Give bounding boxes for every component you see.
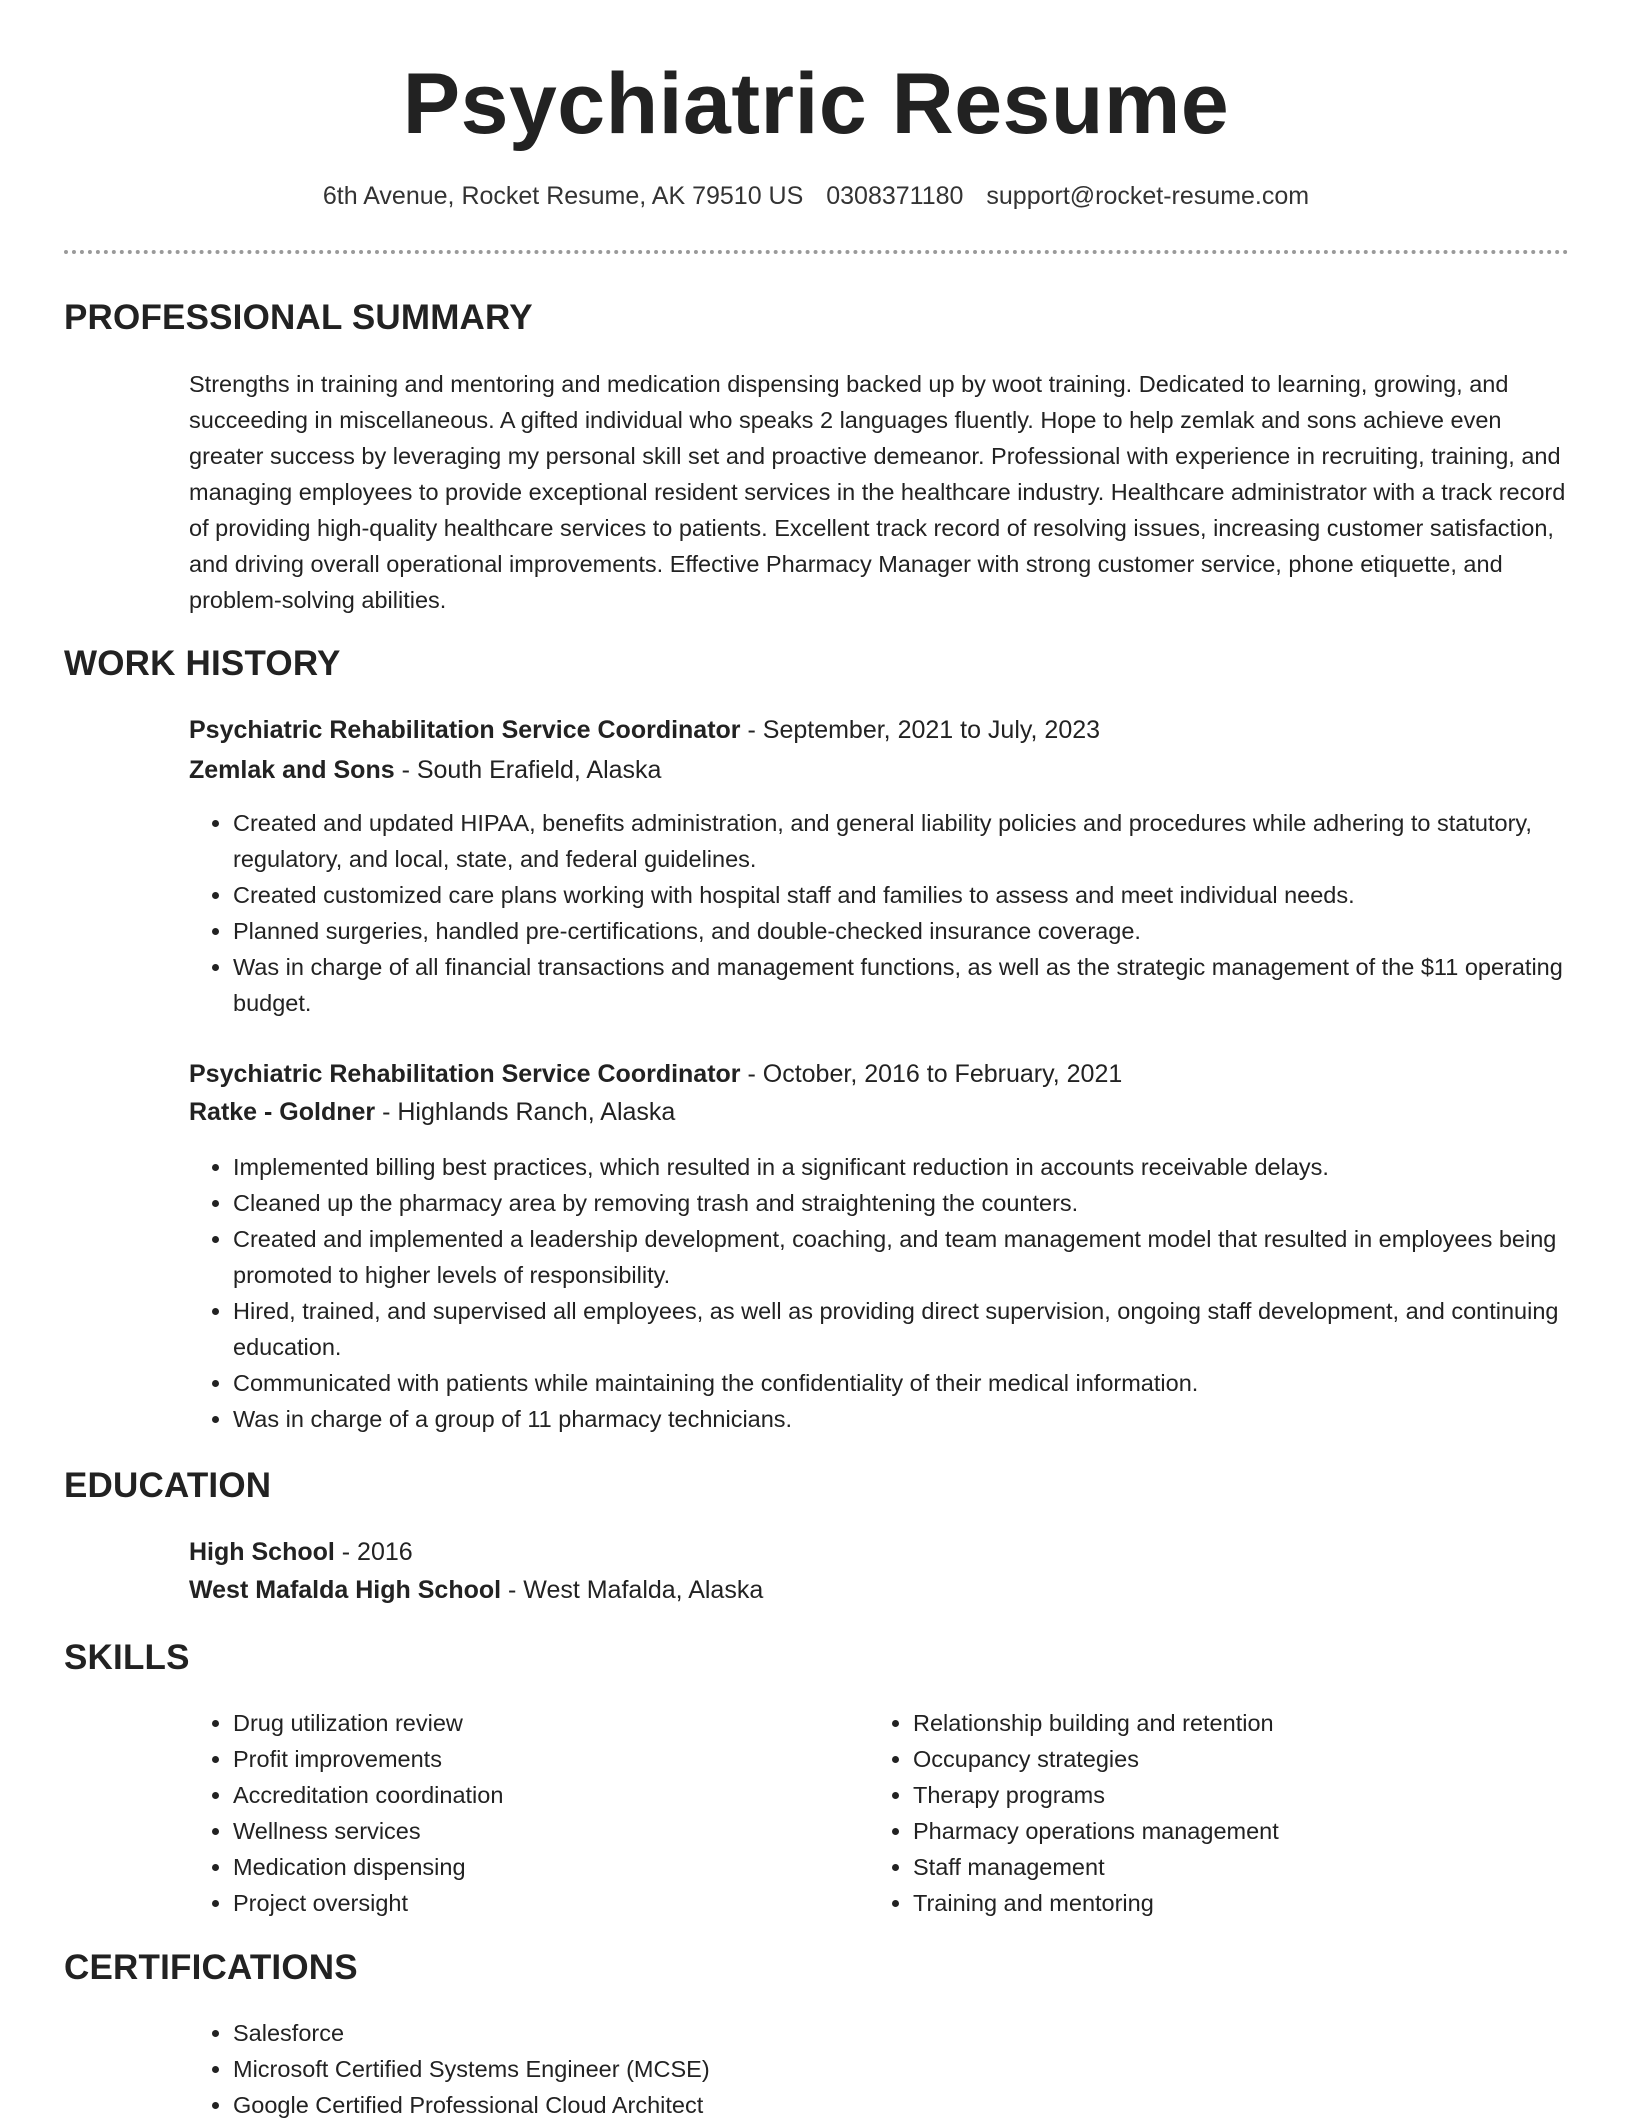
education-year: - 2016 [334,1538,413,1566]
list-item: • Created and updated HIPAA, benefits administration, and general liability policies and procedures while adhering to statutory, regulatory, and local, state, and federal guidelines. [233,805,1613,877]
contact-email: support@rocket-resume.com [986,182,1310,210]
job-1-company-line [189,753,661,787]
job-2-company-line [189,1095,675,1129]
job-2-location: - Highlands Ranch, Alaska [375,1098,676,1126]
skill-item: • Drug utilization review [233,1705,853,1741]
list-item: • Created and implemented a leadership development, coaching, and team management model that resulted in employees being promoted to higher levels of responsibility. [233,1221,1613,1293]
skill-item: • Accreditation coordination [233,1777,853,1813]
education-location: - West Mafalda, Alaska [501,1576,764,1604]
skills-left-column [189,1705,853,1921]
job-2-dates: - October, 2016 to February, 2021 [740,1060,1123,1088]
job-2-bullets [189,1149,1613,1437]
skill-item: • Pharmacy operations management [913,1813,1593,1849]
skill-item: • Staff management [913,1849,1593,1885]
education-school: West Mafalda High School [189,1576,502,1604]
skill-item: • Relationship building and retention [913,1705,1593,1741]
list-item: • Cleaned up the pharmacy area by removing trash and straightening the counters. [233,1185,1613,1221]
job-1-bullets [189,805,1613,1021]
skill-item: • Occupancy strategies [913,1741,1593,1777]
section-title-skills: SKILLS [64,1638,190,1677]
section-title-work-history: WORK HISTORY [64,644,341,683]
list-item: • Implemented billing best practices, which resulted in a significant reduction in accounts receivable delays. [233,1149,1613,1185]
list-item: • Hired, trained, and supervised all employees, as well as providing direct supervision, ongoing staff development, and continuing education. [233,1293,1613,1365]
list-item: • Was in charge of all financial transactions and management functions, as well as the strategic management of the $11 operating budget. [233,949,1613,1021]
list-item: • Planned surgeries, handled pre-certifications, and double-checked insurance coverage. [233,913,1613,949]
certification-item: • Salesforce [233,2015,1613,2051]
job-1-role: Psychiatric Rehabilitation Service Coordinator [189,716,741,744]
job-1-title-line [189,713,1100,747]
summary-text: Strengths in training and mentoring and medication dispensing backed up by woot training. Dedicated to learning, growing, and succeeding in miscellaneous. A gifted individual who speaks 2 languages fluently. Hope to help zemlak and sons achieve even greater success by leveraging my personal skill set and proactive demeanor. Professional with experience in recruiting, training, and managing employees to provide exceptional resident services in the healthcare industry. Healthcare administrator with a track record of providing high-quality healthcare services to patients. Excellent track record of resolving issues, increasing customer satisfaction, and driving overall operational improvements. Effective Pharmacy Manager with strong customer service, phone etiquette, and problem-solving abilities. [189,371,1566,613]
certification-item: • Google Certified Professional Cloud Architect [233,2087,1613,2123]
section-title-summary: PROFESSIONAL SUMMARY [64,298,533,337]
job-2-company: Ratke - Goldner [189,1098,376,1126]
skill-item: • Training and mentoring [913,1885,1593,1921]
job-2-role: Psychiatric Rehabilitation Service Coordinator [189,1060,741,1088]
contact-line [0,182,1632,211]
section-title-education: EDUCATION [64,1466,272,1505]
skill-item: • Project oversight [233,1885,853,1921]
list-item: • Communicated with patients while maintaining the confidentiality of their medical information. [233,1365,1613,1401]
job-1-company: Zemlak and Sons [189,756,395,784]
job-1-location: - South Erafield, Alaska [394,756,662,784]
header-divider [64,250,1569,254]
section-title-certifications: CERTIFICATIONS [64,1948,358,1987]
education-degree: High School [189,1538,335,1566]
resume-name: Psychiatric Resume [402,56,1230,152]
skill-item: • Medication dispensing [233,1849,853,1885]
education-degree-line [189,1535,413,1569]
contact-address: 6th Avenue, Rocket Resume, AK 79510 US [322,182,804,210]
contact-phone: 0308371180 [826,182,964,210]
skill-item: • Profit improvements [233,1741,853,1777]
job-1-dates: - September, 2021 to July, 2023 [740,716,1101,744]
list-item: • Was in charge of a group of 11 pharmacy technicians. [233,1401,1613,1437]
skill-item: • Wellness services [233,1813,853,1849]
list-item: • Created customized care plans working with hospital staff and families to assess and meet individual needs. [233,877,1613,913]
skill-item: • Therapy programs [913,1777,1593,1813]
job-2-title-line [189,1057,1122,1091]
certification-item: • Microsoft Certified Systems Engineer (MCSE) [233,2051,1613,2087]
skills-right-column [869,1705,1593,1921]
certifications-list [189,2015,1613,2123]
education-school-line [189,1573,763,1607]
